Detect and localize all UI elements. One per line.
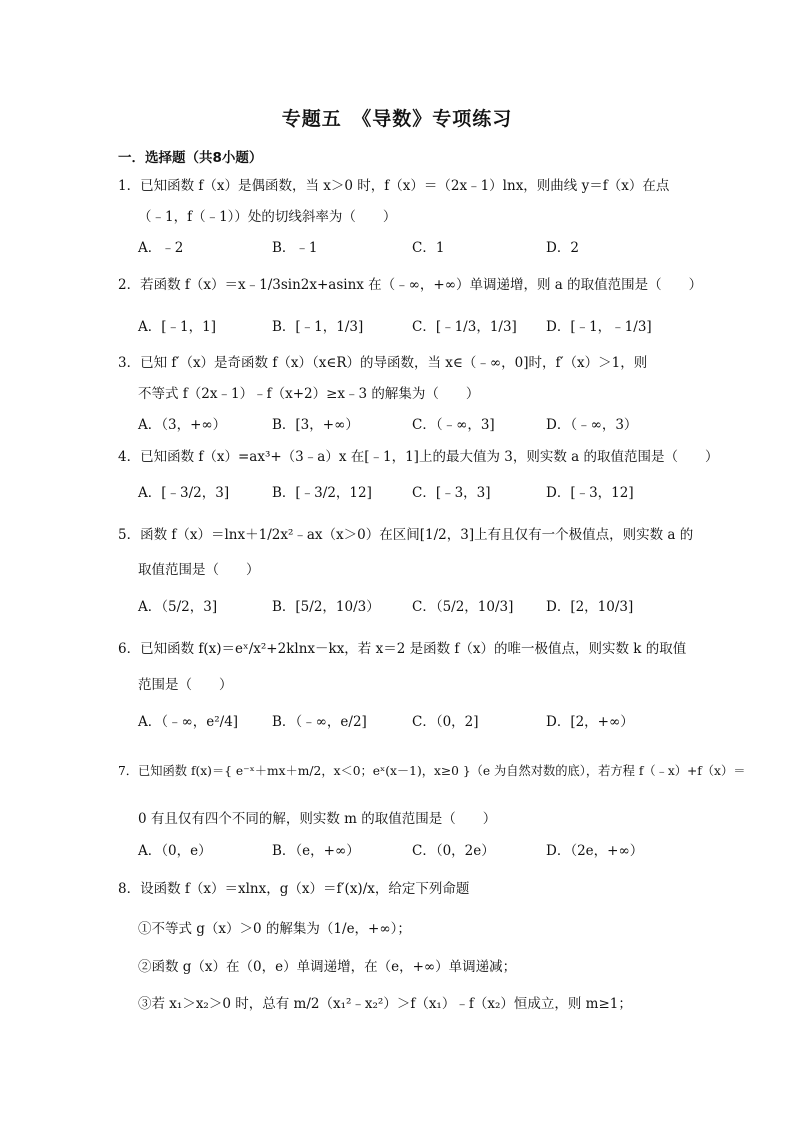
question-6-option-a[interactable]: A．（﹣∞，e²/4]: [138, 714, 239, 730]
question-8-statement-2: ②函数 g（x）在（0，e）单调递增，在（e，+∞）单调递减；: [138, 959, 517, 975]
question-4-option-a[interactable]: A．[﹣3/2，3]: [138, 485, 230, 501]
question-2-option-d[interactable]: D．[﹣1，﹣1/3]: [546, 319, 652, 335]
question-2-line-1: 2．若函数 f（x）＝x﹣1/3sin2x+asinx 在（﹣∞，+∞）单调递增，则 a 的取值范围是（ ）: [118, 277, 703, 293]
question-5-option-b[interactable]: B．[5/2，10/3）: [272, 599, 380, 615]
question-8-statement-1: ①不等式 g（x）＞0 的解集为（1/e，+∞）；: [138, 921, 411, 937]
question-3-option-d[interactable]: D．（﹣∞，3）: [546, 417, 638, 433]
question-7-option-d[interactable]: D．（2e，+∞）: [546, 843, 644, 859]
question-4-option-b[interactable]: B．[﹣3/2，12]: [272, 485, 372, 501]
question-7-line-2: 0 有且仅有四个不同的解，则实数 m 的取值范围是（ ）: [138, 811, 497, 827]
question-5-options: [0, 598, 794, 618]
question-7-line-1: 7．已知函数 f(x)＝{ e⁻ˣ＋mx＋m/2，x＜0；eˣ(x－1)，x≥0 }（e 为自然对数的底），若方程 f（﹣x）+f（x）＝: [118, 764, 746, 778]
question-3-line-2: 不等式 f（2x﹣1）﹣f（x+2）≥x﹣3 的解集为（ ）: [138, 386, 480, 402]
question-6-option-b[interactable]: B．（﹣∞，e/2]: [272, 714, 367, 730]
question-1-line-1: 1．已知函数 f（x）是偶函数，当 x＞0 时，f（x）＝（2x﹣1）lnx，则曲线 y＝f（x）在点: [118, 178, 670, 194]
question-6-options: [0, 713, 794, 733]
question-4-options: [0, 484, 794, 504]
question-3-line-1: 3．已知 f′（x）是奇函数 f（x）（x∈R）的导函数，当 x∈（﹣∞，0]时，f′（x）＞1，则: [118, 355, 648, 371]
question-5-option-a[interactable]: A．（5/2，3]: [138, 599, 218, 615]
question-7-option-b[interactable]: B．（e，+∞）: [272, 843, 360, 859]
question-4-line-1: 4．已知函数 f（x）=ax³+（3﹣a）x 在[﹣1，1]上的最大值为 3，则实数 a 的取值范围是（ ）: [118, 449, 719, 465]
page-title: 专题五 《导数》专项练习: [281, 108, 513, 130]
question-2-option-b[interactable]: B．[﹣1，1/3]: [272, 319, 364, 335]
question-4-option-c[interactable]: C．[﹣3，3]: [412, 485, 491, 501]
question-1-options: [0, 239, 794, 259]
question-1-line-2: （﹣1，f（﹣1））处的切线斜率为（ ）: [138, 209, 397, 225]
question-7-option-c[interactable]: C．（0，2e）: [412, 843, 495, 859]
question-6-line-1: 6．已知函数 f(x)＝eˣ/x²+2klnx－kx，若 x＝2 是函数 f（x）的唯一极值点，则实数 k 的取值: [118, 641, 687, 657]
question-6-option-d[interactable]: D．[2，+∞）: [546, 714, 634, 730]
question-1-option-d[interactable]: D．2: [546, 240, 579, 256]
question-5-option-c[interactable]: C．（5/2，10/3]: [412, 599, 514, 615]
question-1-option-b[interactable]: B．﹣1: [272, 240, 318, 256]
question-1-option-a[interactable]: A．﹣2: [138, 240, 184, 256]
question-5-option-d[interactable]: D．[2，10/3]: [546, 599, 634, 615]
question-4-option-d[interactable]: D．[﹣3，12]: [546, 485, 634, 501]
question-6-line-2: 范围是（ ）: [138, 677, 233, 693]
question-8-statement-3: ③若 x₁＞x₂＞0 时，总有 m/2（x₁²﹣x₂²）＞f（x₁）﹣f（x₂）恒成立，则 m≥1；: [138, 996, 632, 1012]
question-2-option-a[interactable]: A．[﹣1，1]: [138, 319, 216, 335]
question-8-line-1: 8．设函数 f（x）＝xlnx，g（x）＝f′(x)/x，给定下列命题: [118, 881, 470, 897]
question-5-line-2: 取值范围是（ ）: [138, 562, 260, 578]
question-3-option-a[interactable]: A．（3，+∞）: [138, 417, 227, 433]
question-5-line-1: 5．函数 f（x）＝lnx＋1/2x²﹣ax（x＞0）在区间[1/2，3]上有且仅有一个极值点，则实数 a 的: [118, 527, 694, 543]
section-heading: 一．选择题（共8小题）: [118, 150, 263, 166]
question-2-option-c[interactable]: C．[﹣1/3，1/3]: [412, 319, 517, 335]
question-1-option-c[interactable]: C．1: [412, 240, 445, 256]
question-3-option-b[interactable]: B．[3，+∞）: [272, 417, 359, 433]
question-7-options: [0, 842, 794, 862]
question-6-option-c[interactable]: C．（0，2]: [412, 714, 479, 730]
question-7-option-a[interactable]: A．（0，e）: [138, 843, 212, 859]
question-3-option-c[interactable]: C．（﹣∞，3]: [412, 417, 495, 433]
question-3-options: [0, 416, 794, 436]
question-2-options: [0, 318, 794, 338]
